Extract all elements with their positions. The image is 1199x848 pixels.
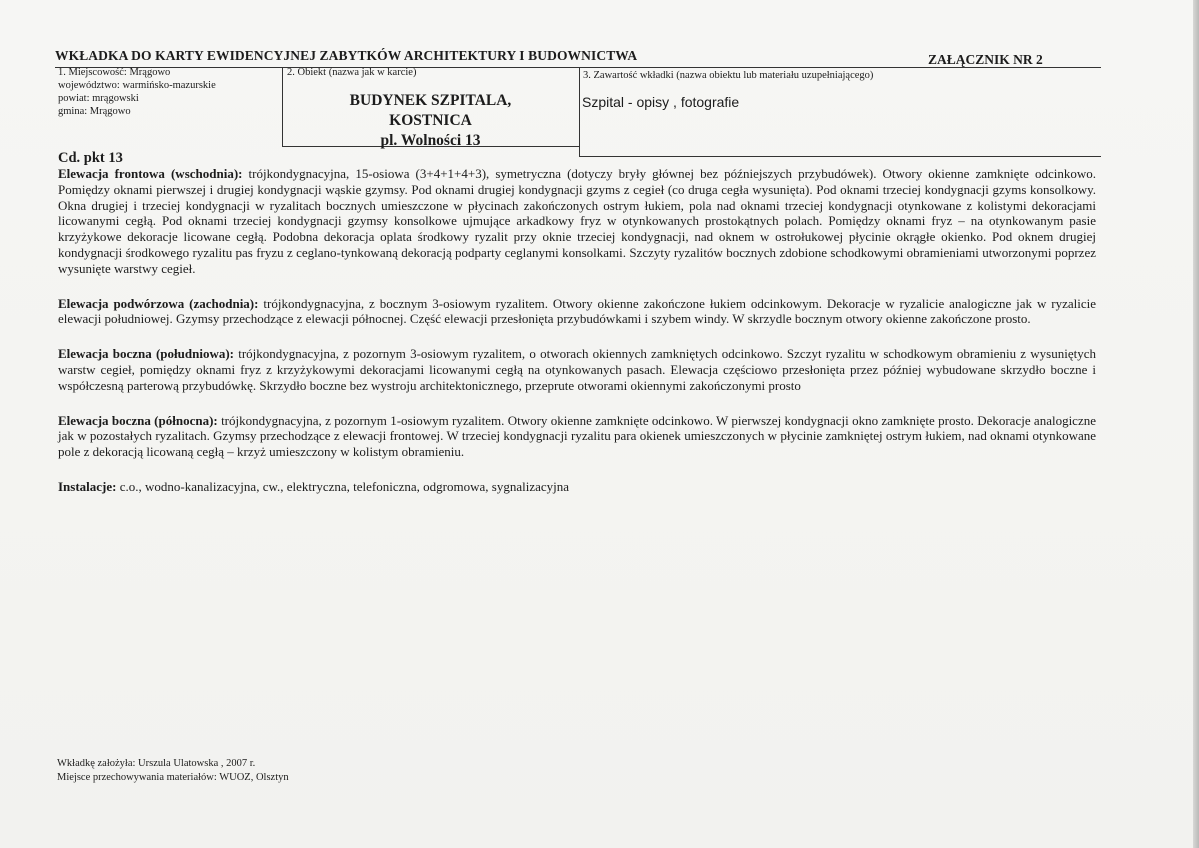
section-text: trójkondygnacyjna, 15-osiowa (3+4+1+4+3), symetryczna (dotyczy bryły głównej bez późniejszych przybudówek). Otwory okienne zamknięte odcinkowo. Pomiędzy oknami pierwszej i drugiej kondygnacji wąskie gzymsy. Pod oknami drugiej kondygnacji gzyms z cegieł (co druga cegła wysunięta). Pod oknami trzeciej kondygnacji gzyms konsolkowy. Okna drugiej i trzeciej kondygnacji w ryzalitach bocznych umieszczone w płycinach zakończonych ostrym łukiem, pola nad oknami trzeciej kondygnacji otynkowane z kolistymi dekoracjami licowanymi cegłą. Pod oknami trzeciej kondygnacji gzymsy konsolkowe ujmujące arkadkowy fryz w otynkowanych prostokątnych polach. Pomiędzy oknami fryz – na otynkowanym pasie krzyżykowe dekoracje licowane cegłą. Podobna dekoracja oplata środkowy ryzalit przy oknie trzeciej kondygnacji, nad oknem w ostrołukowej płycinie okrągłe okienko. Pod oknem drugiej kondygnacji środkowego ryzalitu pas fryzu z ceglano-tynkowaną dekoracją podparty ceglanymi konsolkami. Szczyty ryzalitów bocznych zdobione schodkowymi obramieniami utworzonymi poprzez wysunięte warstwy cegieł. xyxy=(58,166,1096,276)
object-address: pl. Wolności 13 xyxy=(380,132,481,149)
section-heading: Elewacja podwórzowa (zachodnia): xyxy=(58,295,259,311)
annex-number: ZAŁĄCZNIK NR 2 xyxy=(928,52,1043,67)
location-cell xyxy=(58,66,216,118)
section-courtyard-elevation xyxy=(58,296,1096,328)
section-text: trójkondygnacyjna, z pozornym 3-osiowym ryzalitem, o otworach okiennych zamkniętych odcinkowo. Szczyt ryzalitu w schodkowym obramieniu z wysuniętych warstw cegieł, pomiędzy oknami fryz z krzyżykowymi dekoracjami licowanymi cegłą na otynkowanych pasach. Elewacja częściowo przesłonięta przez później wybudowane skrzydło boczne i współczesną parterową przybudówkę. Skrzydło boczne bez wystroju architektonicznego, przeprute otworami okiennymi zakończonymi prosto xyxy=(58,346,1097,393)
section-text: trójkondygnacyjna, z bocznym 3-osiowym ryzalitem. Otwory okienne zakończone łukiem odcinkowym. Dekoracje w ryzalicie analogiczne jak w ryzalicie elewacji południowej. Gzymsy przechodzące z elewacji północnej. Część elewacji przesłonięta przybudówkami i szybem windy. W skrzydle bocznym otwory okienne zakończone prosto. xyxy=(58,295,1096,327)
contents-value: Szpital - opisy , fotografie xyxy=(582,94,740,110)
section-north-elevation xyxy=(58,413,1096,460)
voivodeship-value: województwo: warmińsko-mazurskie xyxy=(58,80,216,91)
section-text: trójkondygnacyjna, z pozornym 1-osiowym ryzalitem. Otwory okienne zamknięte odcinkowo. W pierwszej kondygnacji okno zamknięte prosto. Dekoracje analogiczne jak w pozostałych ryzalitach. Gzymsy przechodzące z elewacji frontowej. W trzeciej kondygnacji ryzalitu para okienek umieszczonych w płycinie zamkniętej ostrym łukiem, nad oknami otynkowane pole z dekoracją licowaną cegłą – krzyż umieszczony w kolistym obramieniu. xyxy=(58,412,1096,460)
commune-value: gmina: Mrągowo xyxy=(58,106,131,117)
object-name xyxy=(283,91,578,151)
section-heading: Elewacja frontowa (wschodnia): xyxy=(58,166,243,181)
footer-author: Wkładkę założyła: Urszula Ulatowska , 2007 r. xyxy=(57,758,256,769)
location-label: 1. Miejscowość: Mrągowo xyxy=(58,67,171,78)
section-heading: Instalacje: xyxy=(58,478,117,494)
cell-divider-2 xyxy=(579,67,580,157)
document-title: WKŁADKA DO KARTY EWIDENCYJNEJ ZABYTKÓW ARCHITEKTURY I BUDOWNICTWA xyxy=(55,48,638,63)
object-label: 2. Obiekt (nazwa jak w karcie) xyxy=(287,67,417,78)
contents-label: 3. Zawartość wkładki (nazwa obiektu lub materiału uzupełniającego) xyxy=(583,70,874,81)
district-value: powiat: mrągowski xyxy=(58,93,139,104)
contents-cell-bottom-rule xyxy=(580,156,1101,157)
footer xyxy=(57,757,289,785)
continuation-heading: Cd. pkt 13 xyxy=(58,150,123,166)
description-body xyxy=(58,166,1096,514)
section-front-elevation xyxy=(58,166,1096,277)
section-heading: Elewacja boczna (północna): xyxy=(58,412,218,428)
section-text: c.o., wodno-kanalizacyjna, cw., elektryczna, telefoniczna, odgromowa, sygnalizacyjna xyxy=(119,478,570,494)
object-name-line-2: KOSTNICA xyxy=(389,112,472,129)
section-south-elevation xyxy=(58,346,1096,393)
section-heading: Elewacja boczna (południowa): xyxy=(58,346,234,362)
page-edge-shadow xyxy=(1193,0,1199,848)
object-name-line-1: BUDYNEK SZPITALA, xyxy=(349,92,512,109)
section-installations xyxy=(58,479,1096,495)
footer-storage: Miejsce przechowywania materiałów: WUOZ, Olsztyn xyxy=(57,772,289,783)
